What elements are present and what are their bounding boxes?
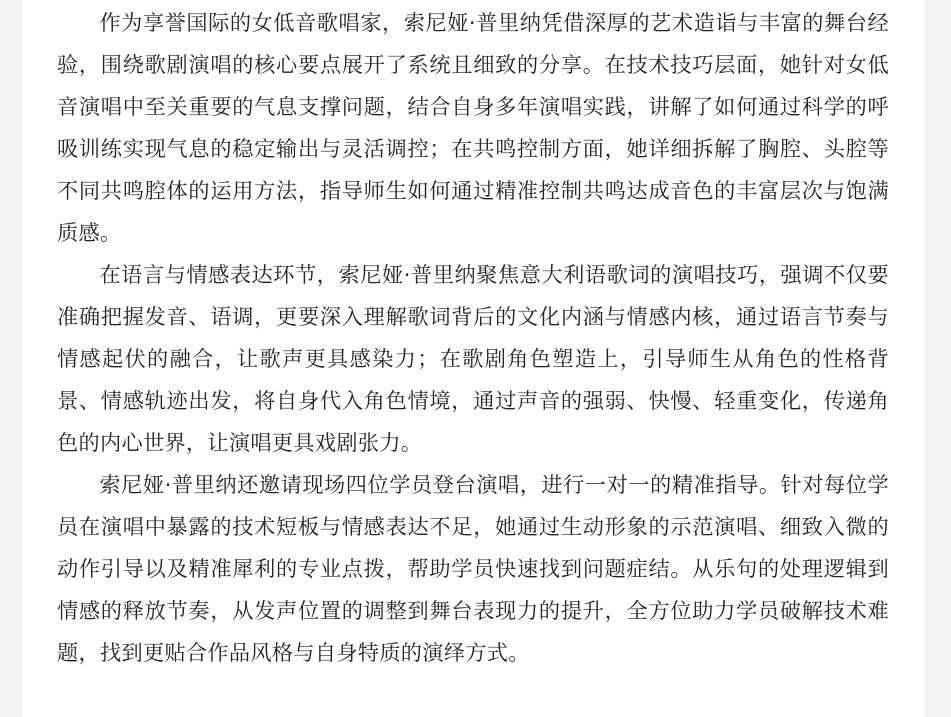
article-page [22, 0, 925, 717]
paragraph-language-emotion: 在语言与情感表达环节，索尼娅·普里纳聚焦意大利语歌词的演唱技巧，强调不仅要准确把握发音、语调，更要深入理解歌词背后的文化内涵与情感内核，通过语言节奏与情感起伏的融合，让歌声更具感染力；在歌剧角色塑造上，引导师生从角色的性格背景、情感轨迹出发，将自身代入角色情境，通过声音的强弱、快慢、轻重变化，传递角色的内心世界，让演唱更具戏剧张力。 [57, 262, 889, 455]
paragraph-masterclass: 索尼娅·普里纳还邀请现场四位学员登台演唱，进行一对一的精准指导。针对每位学员在演唱中暴露的技术短板与情感表达不足，她通过生动形象的示范演唱、细致入微的动作引导以及精准犀利的专业点拨，帮助学员快速找到问题症结。从乐句的处理逻辑到情感的释放节奏，从发声位置的调整到舞台表现力的提升，全方位助力学员破解技术难题，找到更贴合作品风格与自身特质的演绎方式。 [57, 472, 889, 665]
paragraph-technique: 作为享誉国际的女低音歌唱家，索尼娅·普里纳凭借深厚的艺术造诣与丰富的舞台经验，围绕歌剧演唱的核心要点展开了系统且细致的分享。在技术技巧层面，她针对女低音演唱中至关重要的气息支撑问题，结合自身多年演唱实践，讲解了如何通过科学的呼吸训练实现气息的稳定输出与灵活调控；在共鸣控制方面，她详细拆解了胸腔、头腔等不同共鸣腔体的运用方法，指导师生如何通过精准控制共鸣达成音色的丰富层次与饱满质感。 [57, 10, 889, 245]
article-body [57, 2, 889, 674]
